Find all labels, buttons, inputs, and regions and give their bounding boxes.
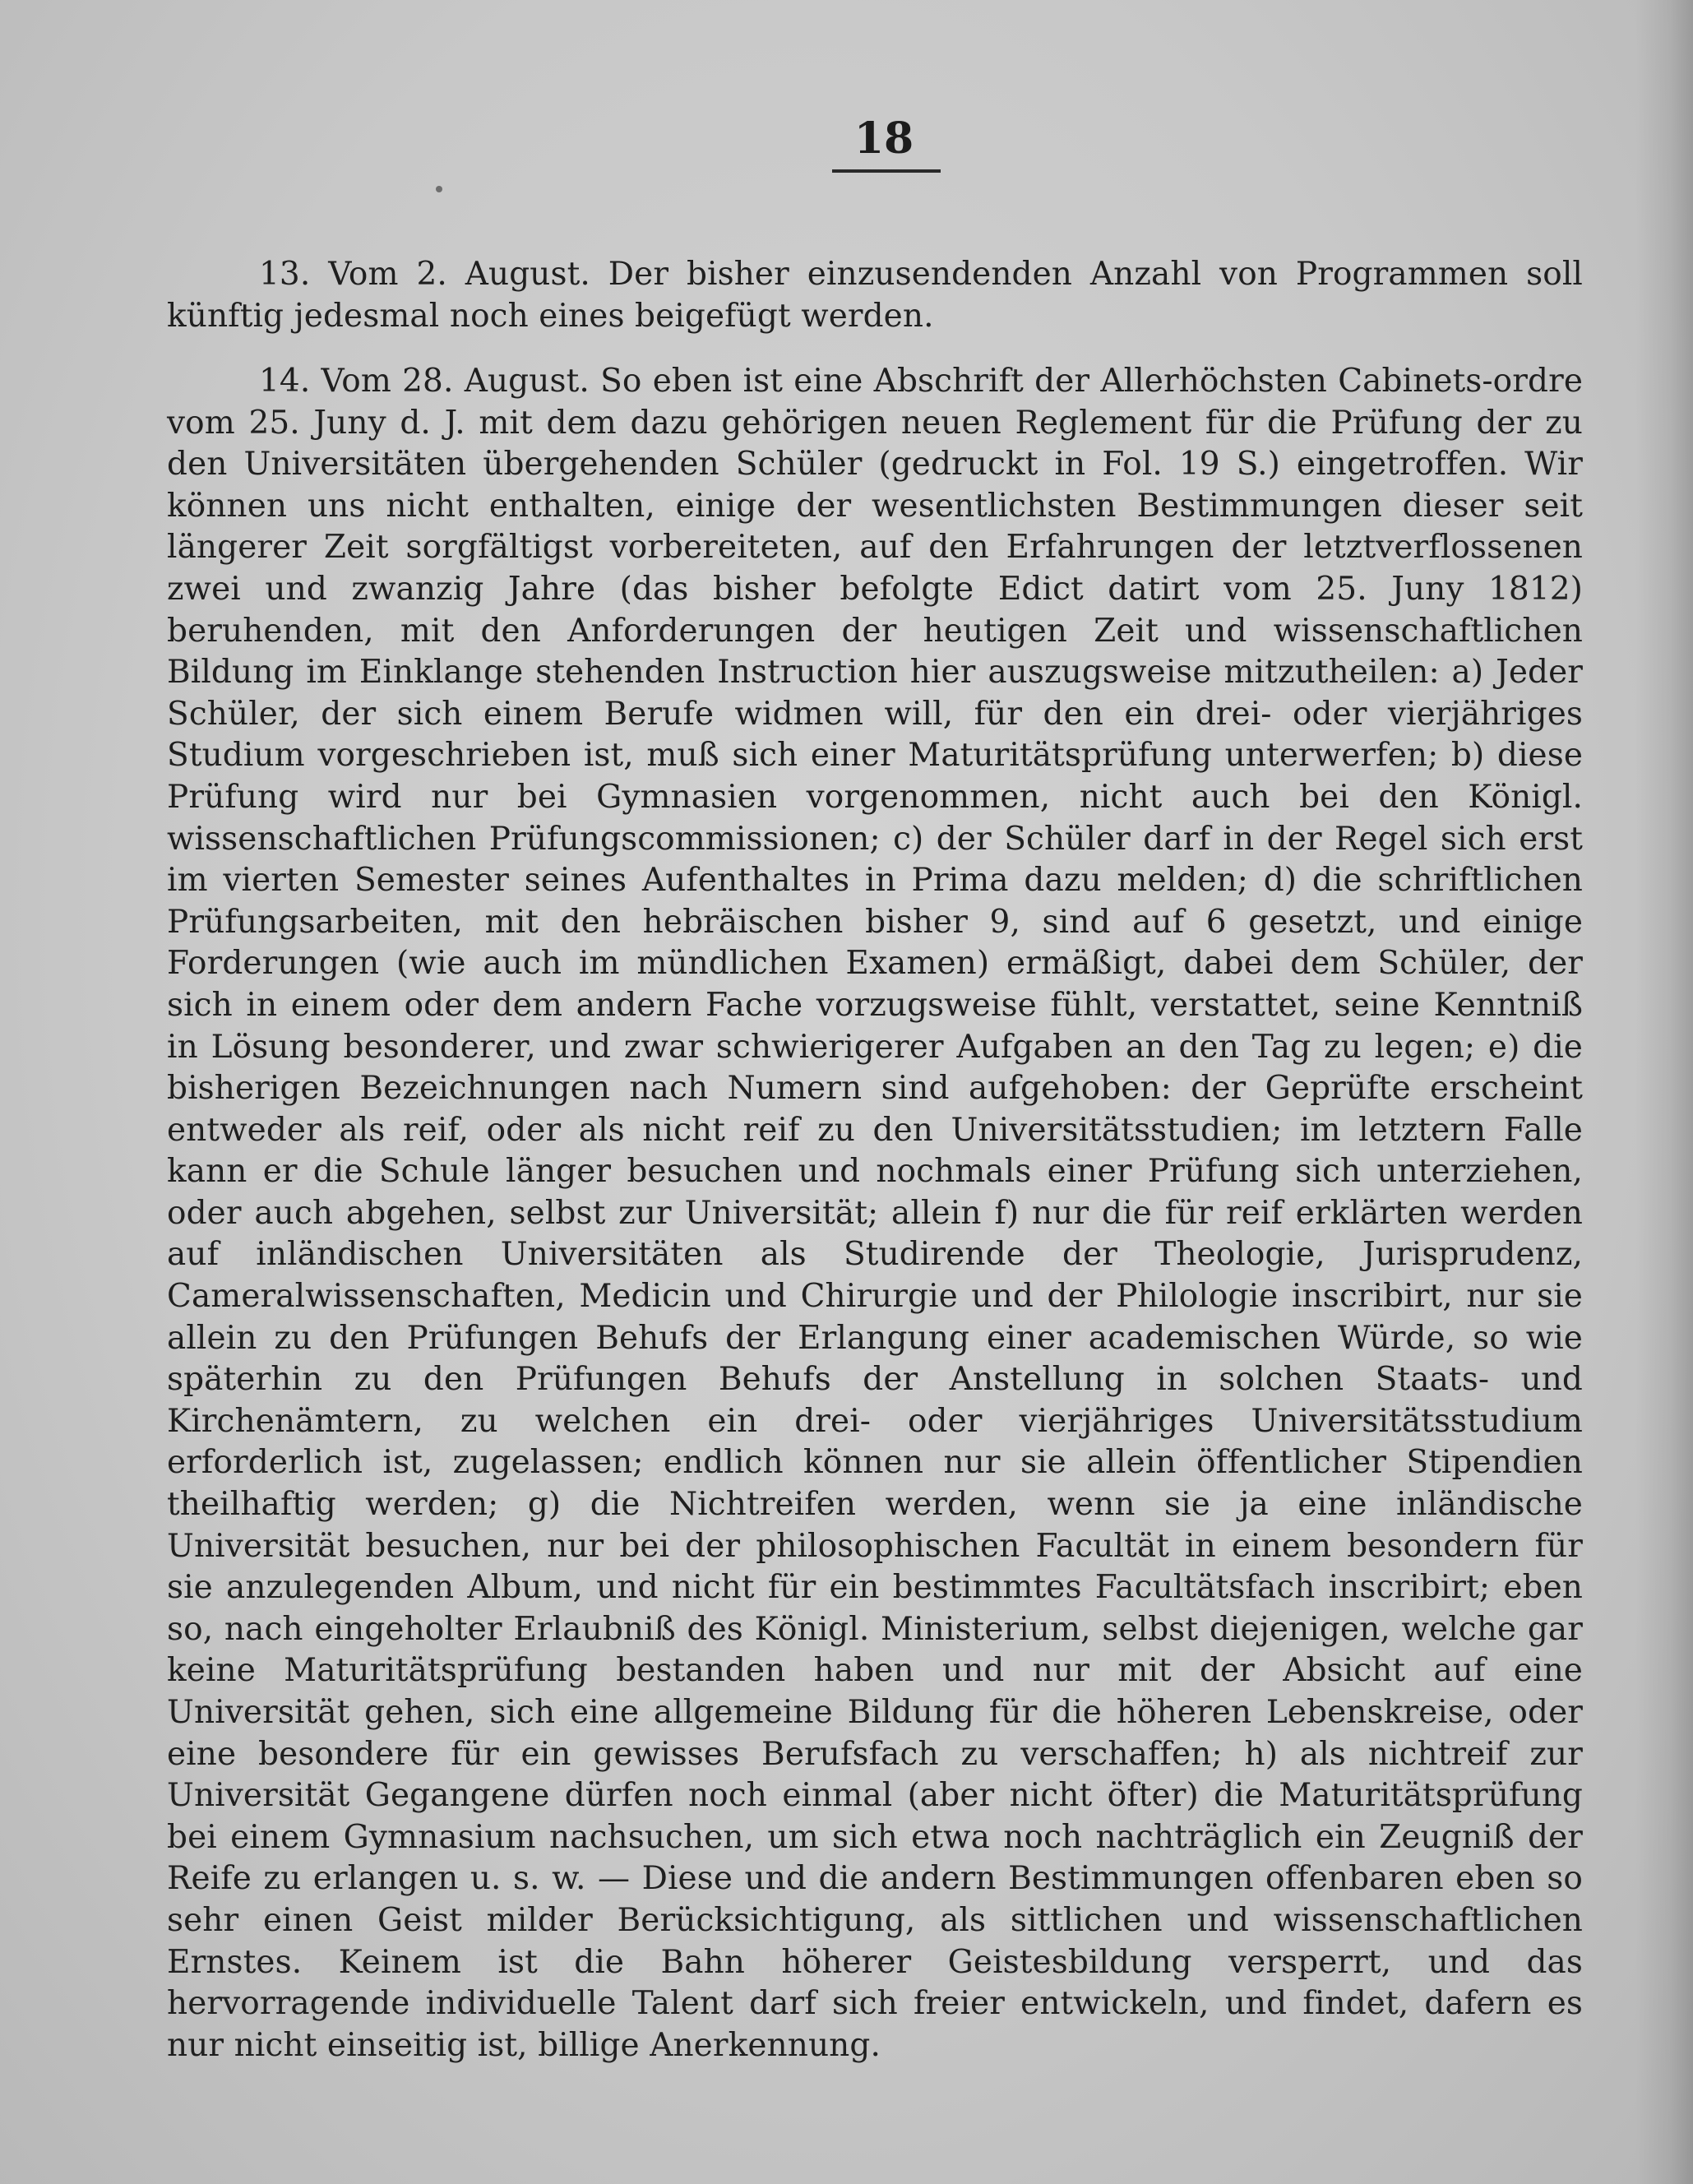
paragraph-14: 14. Vom 28. August. So eben ist eine Abschrift der Allerhöchsten Cabinets-ordre vom 25. Juny d. J. mit dem dazu gehörigen neuen Reglement für die Prüfung der zu den Universitäten übergehenden Schüler (gedruckt in Fol. 19 S.) eingetroffen. Wir können uns nicht enthalten, einige der wesentlichsten Bestimmungen dieser seit längerer Zeit sorgfältigst vorbereiteten, auf den Erfahrungen der letztverflossenen zwei und zwanzig Jahre (das bisher befolgte Edict datirt vom 25. Juny 1812) beruhenden, mit den Anforderungen der heutigen Zeit und wissenschaftlichen Bildung im Einklange stehenden Instruction hier auszugsweise mitzutheilen: a) Jeder Schüler, der sich einem Berufe widmen will, für den ein drei- oder vierjähriges Studium vorgeschrieben ist, muß sich einer Maturitätsprüfung unterwerfen; b) diese Prüfung wird nur bei Gymnasien vorgenommen, nicht auch bei den Königl. wissenschaftlichen Prüfungscommissionen; c) der Schüler darf in der Regel sich erst im vierten Semester seines Aufenthaltes in Prima dazu melden; d) die schriftlichen Prüfungsarbeiten, mit den hebräischen bisher 9, sind auf 6 gesetzt, und einige Forderungen (wie auch im mündlichen Examen) ermäßigt, dabei dem Schüler, der sich in einem oder dem andern Fache vorzugsweise fühlt, verstattet, seine Kenntniß in Lösung besonderer, und zwar schwierigerer Aufgaben an den Tag zu legen; e) die bisherigen Bezeichnungen nach Numern sind aufgehoben: der Geprüfte erscheint entweder als reif, oder als nicht reif zu den Universitätsstudien; im letztern Falle kann er die Schule länger besuchen und nochmals einer Prüfung sich unterziehen, oder auch abgehen, selbst zur Universität; allein f) nur die für reif erklärten werden auf inländischen Universitäten als Studirende der Theologie, Jurisprudenz, Cameralwissenschaften, Medicin und Chirurgie und der Philologie inscribirt, nur sie allein zu den Prüfungen Behufs der Erlangung einer academischen Würde, so wie späterhin zu den Prüfungen Behufs der Anstellung in solchen Staats- und Kirchenämtern, zu welchen ein drei- oder vierjähriges Universitätsstudium erforderlich ist, zugelassen; endlich können nur sie allein öffentlicher Stipendien theilhaftig werden; g) die Nichtreifen werden, wenn sie ja eine inländische Universität besuchen, nur bei der philosophischen Facultät in einem besondern für sie anzulegenden Album, und nicht für ein bestimmtes Facultätsfach inscribirt; eben so, nach eingeholter Erlaubniß des Königl. Ministerium, selbst diejenigen, welche gar keine Maturitätsprüfung bestanden haben und nur mit der Absicht auf eine Universität gehen, sich eine allgemeine Bildung für die höheren Lebenskreise, oder eine besondere für ein gewisses Berufsfach zu verschaffen; h) als nichtreif zur Universität Gegangene dürfen noch einmal (aber nicht öfter) die Maturitätsprüfung bei einem Gymnasium nachsuchen, um sich etwa noch nachträglich ein Zeugniß der Reife zu erlangen u. s. w. — Diese und die andern Bestimmungen offenbaren eben so sehr einen Geist milder Berücksichtigung, als sittlichen und wissenschaftlichen Ernstes. Keinem ist die Bahn höherer Geistesbildung versperrt, und das hervorragende individuelle Talent darf sich freier entwickeln, und findet, dafern es nur nicht einseitig ist, billige Anerkennung. <box>167 363 1583 2064</box>
page-number-rule <box>832 169 941 173</box>
page-edge-shadow <box>1635 0 1693 2184</box>
page-number: 18 <box>853 113 914 164</box>
paragraph-13: 13. Vom 2. August. Der bisher einzusendenden Anzahl von Programmen soll künftig jedesmal noch eines beigefügt werden. <box>167 256 1583 335</box>
ink-fleck <box>436 186 442 192</box>
